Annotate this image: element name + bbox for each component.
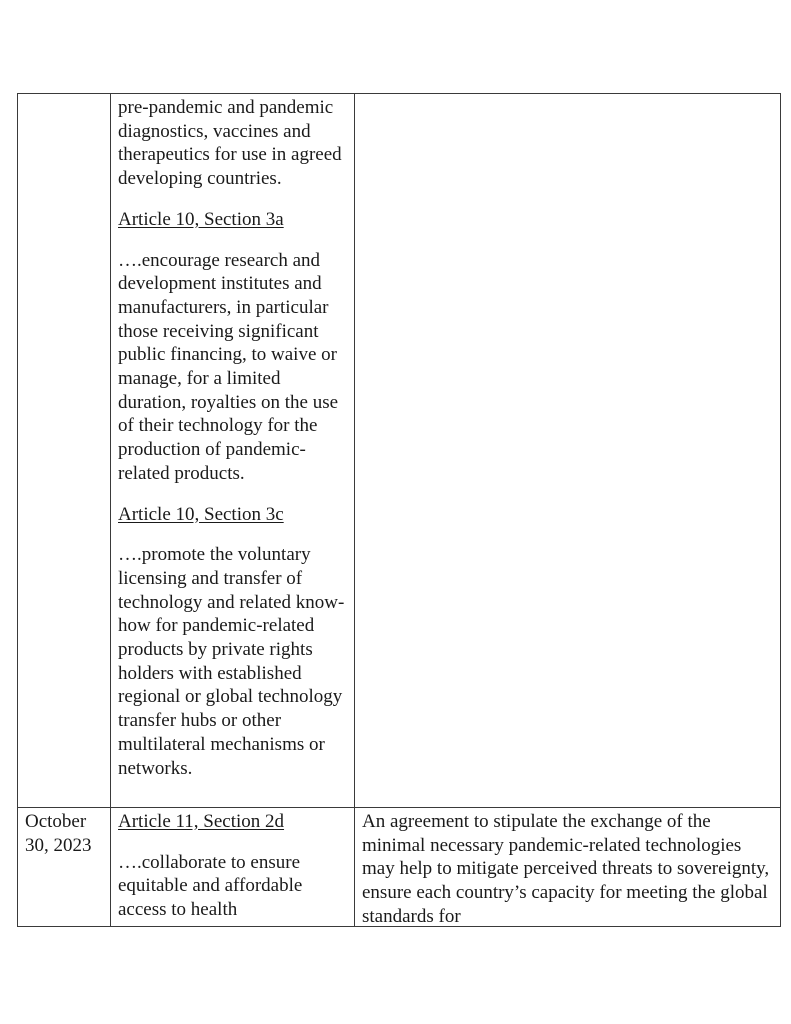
article-paragraph: ….encourage research and development institutes and manufacturers, in particular those receiving significant public financing, to waive or manage, for a limited duration, royalties on the use of their technology for the production of pandemic-related products. xyxy=(118,249,339,484)
article-paragraph: ….promote the voluntary licensing and transfer of technology and related know-how for pandemic-related products by private rights holders with established regional or global technology transfer hubs or other multilateral mechanisms or networks. xyxy=(118,544,345,779)
date-cell xyxy=(18,94,111,808)
commentary-cell xyxy=(355,94,781,808)
article-text-cell xyxy=(111,94,355,808)
article-heading: Article 11, Section 2d xyxy=(118,811,285,832)
article-text-cell xyxy=(111,808,355,927)
commentary-cell xyxy=(355,808,781,927)
article-paragraph: ….collaborate to ensure equitable and affordable access to health xyxy=(118,851,303,921)
date-text: October 30, 2023 xyxy=(25,811,92,856)
agreement-comparison-table xyxy=(17,93,781,927)
table-row xyxy=(18,808,781,927)
article-heading: Article 10, Section 3c xyxy=(118,503,284,525)
continued-paragraph: pre-pandemic and pandemic diagnostics, vaccines and therapeutics for use in agreed developing countries. xyxy=(118,97,342,190)
table-row xyxy=(18,94,781,808)
date-cell xyxy=(18,808,111,927)
commentary-text: An agreement to stipulate the exchange of the minimal necessary pandemic-related technologies may help to mitigate perceived threats to sovereignty, ensure each country’s capacity for meeting the global standards for xyxy=(362,811,770,926)
article-heading: Article 10, Section 3a xyxy=(118,208,284,230)
